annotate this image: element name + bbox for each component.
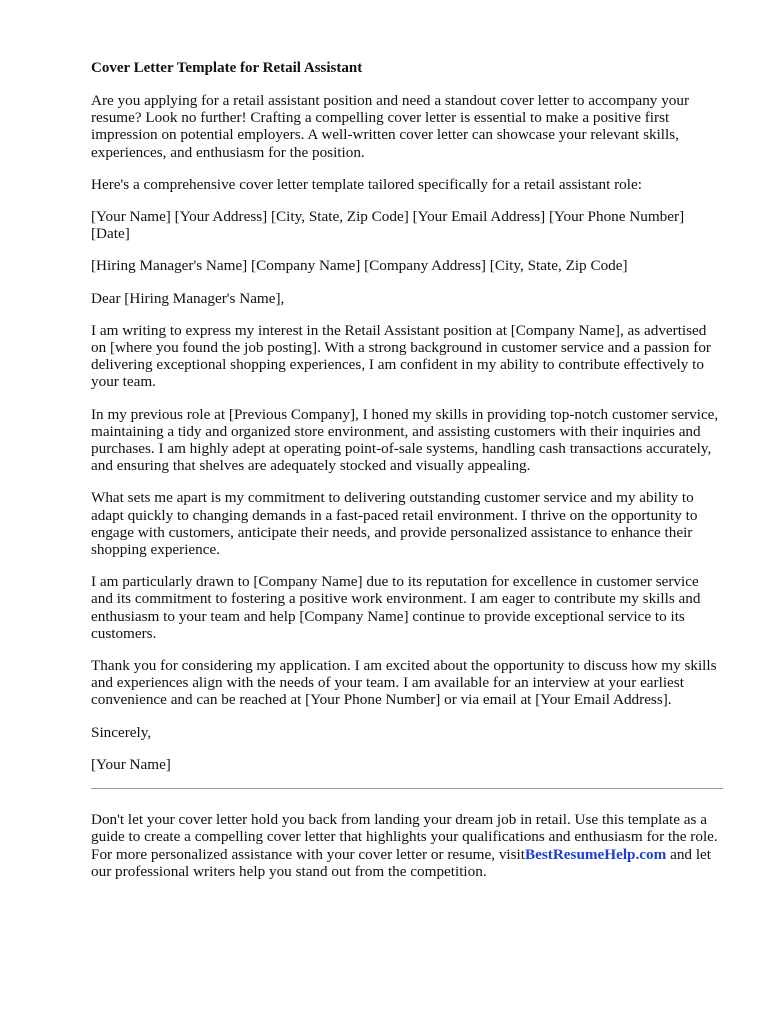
- salutation: Dear [Hiring Manager's Name],: [91, 289, 285, 307]
- closing: Sincerely,: [91, 723, 152, 741]
- intro-paragraph: Are you applying for a retail assistant position and need a standout cover letter to accompany your resume? Look no further! Crafting a compelling cover letter is essential to make a positive first impression on potential employers. A well-written cover letter can showcase your relevant skills, experiences, and enthusiasm for the position.: [91, 92, 690, 161]
- lead-in-paragraph: Here's a comprehensive cover letter template tailored specifically for a retail assistant role:: [91, 175, 642, 193]
- signature: [Your Name]: [91, 755, 171, 773]
- document-page: [91, 60, 723, 895]
- sender-block: [Your Name] [Your Address] [City, State, Zip Code] [Your Email Address] [Your Phone Number] [Date]: [91, 208, 685, 243]
- body-paragraph: In my previous role at [Previous Company], I honed my skills in providing top-notch customer service, maintaining a tidy and organized store environment, and assisting customers with their inquiries and purchases. I am highly adept at operating point-of-sale systems, handling cash transactions accurately, and ensuring that shelves are adequately stocked and visually appealing.: [91, 405, 719, 475]
- best-resume-help-link[interactable]: BestResumeHelp.com: [524, 845, 667, 863]
- recipient-block: [Hiring Manager's Name] [Company Name] [Company Address] [City, State, Zip Code]: [91, 257, 628, 275]
- footer-text-after-link: and let our professional writers help you stand out from the competition.: [91, 845, 711, 880]
- section-divider: [91, 788, 723, 789]
- footer-text-before-link: Don't let your cover letter hold you back from landing your dream job in retail. Use this template as a guide to create a compelling cover letter that highlights your qualifications and enthusiasm for the role. For more personalized assistance with your cover letter or resume, visit: [91, 811, 718, 863]
- footer-paragraph: [91, 811, 723, 880]
- body-paragraph: Thank you for considering my application. I am excited about the opportunity to discuss how my skills and experiences align with the needs of your team. I am available for an interview at your earliest convenience and can be reached at [Your Phone Number] or via email at [Your Email Address].: [91, 657, 717, 709]
- body-paragraph: I am writing to express my interest in the Retail Assistant position at [Company Name], as advertised on [where you found the job posting]. With a strong background in customer service and a passion for delivering exceptional shopping experiences, I am confident in my ability to contribute effectively to your team.: [91, 321, 711, 391]
- body-paragraph: I am particularly drawn to [Company Name] due to its reputation for excellence in customer service and its commitment to fostering a positive work environment. I am eager to contribute my skills and enthusiasm to your team and help [Company Name] continue to provide exceptional service to its customers.: [91, 573, 701, 642]
- document-title: Cover Letter Template for Retail Assistant: [91, 60, 363, 76]
- body-paragraph: What sets me apart is my commitment to delivering outstanding customer service and my ability to adapt quickly to changing demands in a fast-paced retail environment. I thrive on the opportunity to engage with customers, anticipate their needs, and provide personalized assistance to enhance their shopping experience.: [91, 489, 698, 559]
